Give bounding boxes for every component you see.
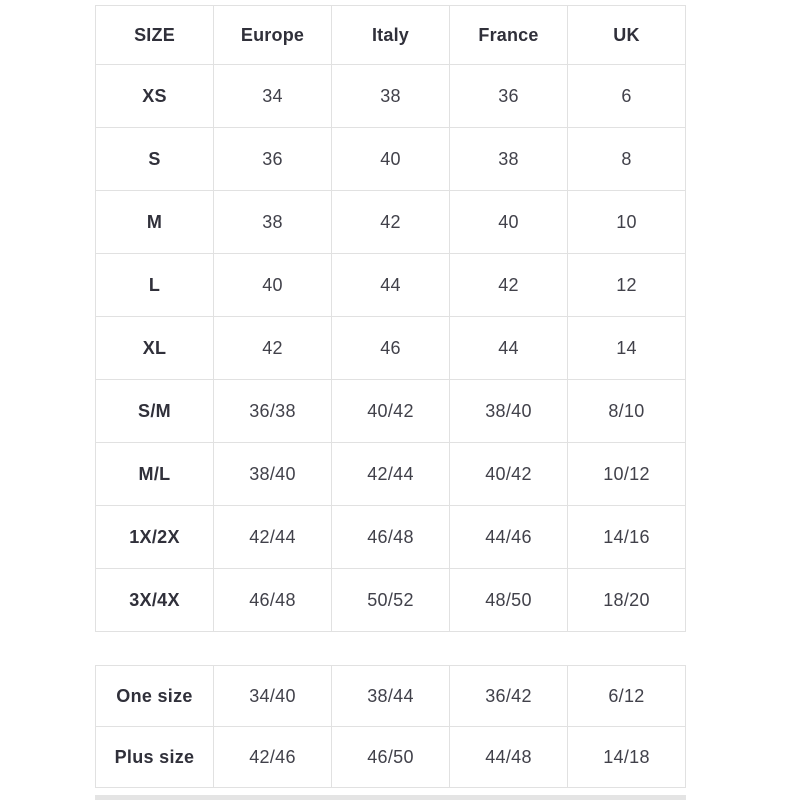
table-row-1x2x (96, 506, 686, 569)
cell-ml-italy: 42/44 (332, 443, 450, 506)
size-conversion-table (95, 5, 686, 632)
cell-plussize-uk: 14/18 (568, 727, 686, 788)
row-label-m: M (96, 191, 214, 254)
cell-sm-italy: 40/42 (332, 380, 450, 443)
cell-s-france: 38 (450, 128, 568, 191)
cell-xl-italy: 46 (332, 317, 450, 380)
row-label-l: L (96, 254, 214, 317)
cell-3x4x-france: 48/50 (450, 569, 568, 632)
row-label-xs: XS (96, 65, 214, 128)
cell-m-italy: 42 (332, 191, 450, 254)
cell-xs-france: 36 (450, 65, 568, 128)
cell-3x4x-italy: 50/52 (332, 569, 450, 632)
table-row-ml (96, 443, 686, 506)
cell-onesize-france: 36/42 (450, 666, 568, 727)
cell-plussize-france: 44/48 (450, 727, 568, 788)
cell-xs-italy: 38 (332, 65, 450, 128)
table-row-xl (96, 317, 686, 380)
header-row (96, 6, 686, 65)
cell-l-europe: 40 (214, 254, 332, 317)
cell-sm-europe: 36/38 (214, 380, 332, 443)
cell-onesize-europe: 34/40 (214, 666, 332, 727)
cell-sm-france: 38/40 (450, 380, 568, 443)
cell-3x4x-uk: 18/20 (568, 569, 686, 632)
row-label-s: S (96, 128, 214, 191)
cell-xs-uk: 6 (568, 65, 686, 128)
cell-m-uk: 10 (568, 191, 686, 254)
cell-ml-france: 40/42 (450, 443, 568, 506)
row-label-xl: XL (96, 317, 214, 380)
cell-s-italy: 40 (332, 128, 450, 191)
cell-l-uk: 12 (568, 254, 686, 317)
cell-1x2x-europe: 42/44 (214, 506, 332, 569)
column-header-france: France (450, 6, 568, 65)
table-row-plus-size (96, 727, 686, 788)
row-label-one-size: One size (96, 666, 214, 727)
cell-xs-europe: 34 (214, 65, 332, 128)
cell-l-france: 42 (450, 254, 568, 317)
cell-ml-europe: 38/40 (214, 443, 332, 506)
row-label-1x2x: 1X/2X (96, 506, 214, 569)
cell-l-italy: 44 (332, 254, 450, 317)
cell-xl-uk: 14 (568, 317, 686, 380)
cell-xl-france: 44 (450, 317, 568, 380)
table-row-s (96, 128, 686, 191)
cell-1x2x-uk: 14/16 (568, 506, 686, 569)
table-row-3x4x (96, 569, 686, 632)
cell-sm-uk: 8/10 (568, 380, 686, 443)
cell-1x2x-italy: 46/48 (332, 506, 450, 569)
cell-plussize-italy: 46/50 (332, 727, 450, 788)
cutoff-bottom-bar (95, 795, 686, 800)
cell-plussize-europe: 42/46 (214, 727, 332, 788)
cell-m-europe: 38 (214, 191, 332, 254)
row-label-plus-size: Plus size (96, 727, 214, 788)
cell-onesize-italy: 38/44 (332, 666, 450, 727)
column-header-europe: Europe (214, 6, 332, 65)
cell-m-france: 40 (450, 191, 568, 254)
cell-xl-europe: 42 (214, 317, 332, 380)
row-label-sm: S/M (96, 380, 214, 443)
column-header-size: SIZE (96, 6, 214, 65)
cell-onesize-uk: 6/12 (568, 666, 686, 727)
special-sizes-table (95, 665, 686, 788)
size-chart-area (95, 5, 686, 788)
table-row-sm (96, 380, 686, 443)
table-row-m (96, 191, 686, 254)
table-row-xs (96, 65, 686, 128)
cell-3x4x-europe: 46/48 (214, 569, 332, 632)
cell-s-uk: 8 (568, 128, 686, 191)
column-header-italy: Italy (332, 6, 450, 65)
column-header-uk: UK (568, 6, 686, 65)
cell-1x2x-france: 44/46 (450, 506, 568, 569)
table-row-one-size (96, 666, 686, 727)
table-row-l (96, 254, 686, 317)
row-label-ml: M/L (96, 443, 214, 506)
row-label-3x4x: 3X/4X (96, 569, 214, 632)
cell-ml-uk: 10/12 (568, 443, 686, 506)
cell-s-europe: 36 (214, 128, 332, 191)
